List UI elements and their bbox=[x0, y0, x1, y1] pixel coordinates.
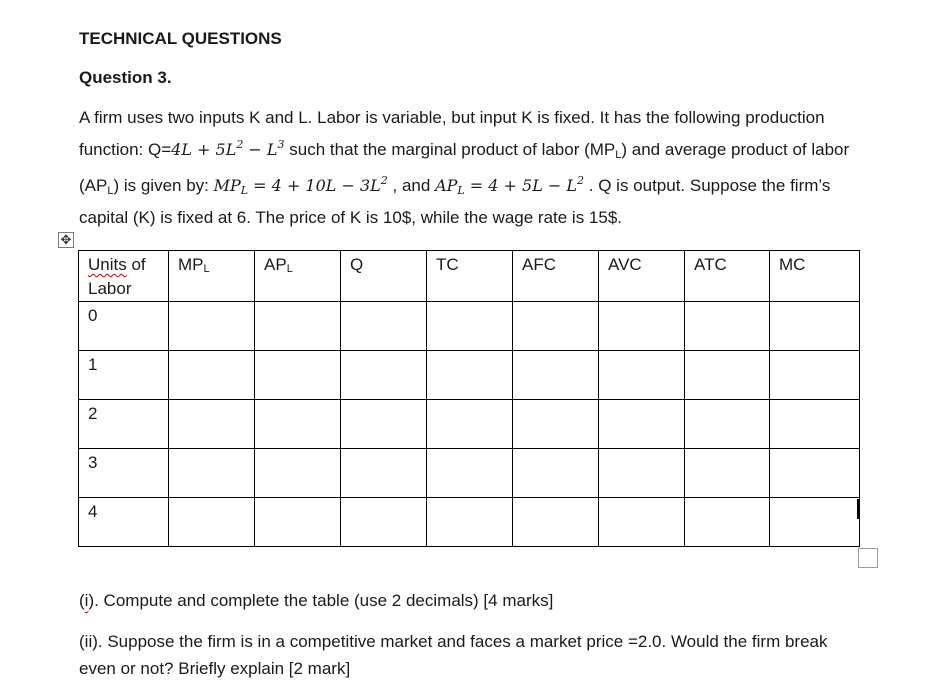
mpl-equation: $MP_L = 4 + 10L - 3L^2$ bbox=[213, 174, 388, 197]
units-cell[interactable]: 3 bbox=[79, 449, 169, 498]
table-cell[interactable] bbox=[341, 400, 427, 449]
table-cell[interactable] bbox=[427, 302, 513, 351]
units-cell[interactable]: 0 bbox=[79, 302, 169, 351]
table-cell[interactable] bbox=[169, 302, 255, 351]
header-avc[interactable]: AVC bbox=[599, 251, 685, 302]
units-cell[interactable]: 2 bbox=[79, 400, 169, 449]
header-row bbox=[79, 251, 860, 302]
sub-question-i: (i). Compute and complete the table (use 2 decimals) [4 marks] bbox=[79, 591, 554, 610]
table-row bbox=[79, 351, 860, 400]
header-atc[interactable]: ATC bbox=[685, 251, 770, 302]
table-cell[interactable] bbox=[341, 449, 427, 498]
table-cell[interactable] bbox=[685, 302, 770, 351]
question-text: A firm uses two inputs K and L. Labor is variable, but input K is fixed. It has the following production function: $Q=4L + 5L^2 - L^3$ such that the marginal product of labor $(MP_L)$ and average product of labor $(AP_L)$ is given by: $MP_L = 4 + 10L - 3L^2$ , and $AP_L = 4 + 5L - L^2$ . Q is output. Suppose the firm’s capital (K) is fixed at 6. The price of K is 10$, while the wage rate is 15$. bbox=[79, 108, 850, 227]
units-cell[interactable]: 4 bbox=[79, 498, 169, 547]
header-tc[interactable]: TC bbox=[427, 251, 513, 302]
data-table bbox=[78, 250, 860, 547]
table-cell[interactable] bbox=[427, 449, 513, 498]
production-function: $4L + 5L^2 - L^3$ bbox=[171, 137, 285, 159]
table-cell[interactable] bbox=[770, 449, 860, 498]
table-cell[interactable] bbox=[255, 351, 341, 400]
table-cell[interactable] bbox=[255, 449, 341, 498]
table-cell[interactable] bbox=[169, 351, 255, 400]
header-q[interactable]: Q bbox=[341, 251, 427, 302]
table-cell[interactable] bbox=[427, 400, 513, 449]
header-units-of-labor[interactable]: Units of Labor bbox=[79, 251, 169, 302]
table-edge-marker bbox=[857, 499, 860, 519]
header-mpl[interactable]: MPL bbox=[169, 251, 255, 302]
table-cell[interactable] bbox=[341, 498, 427, 547]
table-cell[interactable] bbox=[685, 449, 770, 498]
table-cell[interactable] bbox=[770, 302, 860, 351]
table-cell[interactable] bbox=[513, 400, 599, 449]
table-cell[interactable] bbox=[599, 302, 685, 351]
table-cell[interactable] bbox=[255, 400, 341, 449]
table-cell[interactable] bbox=[169, 449, 255, 498]
table-cell[interactable] bbox=[169, 400, 255, 449]
units-cell[interactable]: 1 bbox=[79, 351, 169, 400]
table-cell[interactable] bbox=[427, 351, 513, 400]
apl-equation: $AP_L = 4 + 5L - L^2$ bbox=[435, 174, 585, 197]
table-cell[interactable] bbox=[599, 449, 685, 498]
sub-question-ii: (ii). Suppose the firm is in a competitive market and faces a market price =2.0. Would the firm break even or not? Briefly explain [2 mark] bbox=[79, 632, 828, 678]
header-afc[interactable]: AFC bbox=[513, 251, 599, 302]
table-cell[interactable] bbox=[685, 400, 770, 449]
table-cell[interactable] bbox=[255, 498, 341, 547]
table-cell[interactable] bbox=[427, 498, 513, 547]
table-cell[interactable] bbox=[341, 351, 427, 400]
table-cell[interactable] bbox=[599, 498, 685, 547]
table-cell[interactable] bbox=[513, 302, 599, 351]
table-cell[interactable] bbox=[255, 302, 341, 351]
table-cell[interactable] bbox=[169, 498, 255, 547]
table-cell[interactable] bbox=[513, 498, 599, 547]
table-cell[interactable] bbox=[685, 498, 770, 547]
header-apl[interactable]: APL bbox=[255, 251, 341, 302]
table-cell[interactable] bbox=[599, 351, 685, 400]
table-row bbox=[79, 449, 860, 498]
table-cell[interactable] bbox=[599, 400, 685, 449]
section-heading: TECHNICAL QUESTIONS bbox=[79, 29, 282, 48]
table-row bbox=[79, 498, 860, 547]
table-cell[interactable] bbox=[770, 400, 860, 449]
table-cell[interactable] bbox=[513, 449, 599, 498]
table-cell[interactable] bbox=[513, 351, 599, 400]
table-cell[interactable] bbox=[770, 498, 860, 547]
header-mc[interactable]: MC bbox=[770, 251, 860, 302]
table-row bbox=[79, 400, 860, 449]
table-row bbox=[79, 302, 860, 351]
table-cell[interactable] bbox=[341, 302, 427, 351]
question-number: Question 3. bbox=[79, 68, 172, 87]
resize-handle-icon[interactable] bbox=[858, 548, 878, 568]
move-handle-icon[interactable]: ✥ bbox=[58, 232, 74, 248]
table-cell[interactable] bbox=[685, 351, 770, 400]
table-cell[interactable] bbox=[770, 351, 860, 400]
